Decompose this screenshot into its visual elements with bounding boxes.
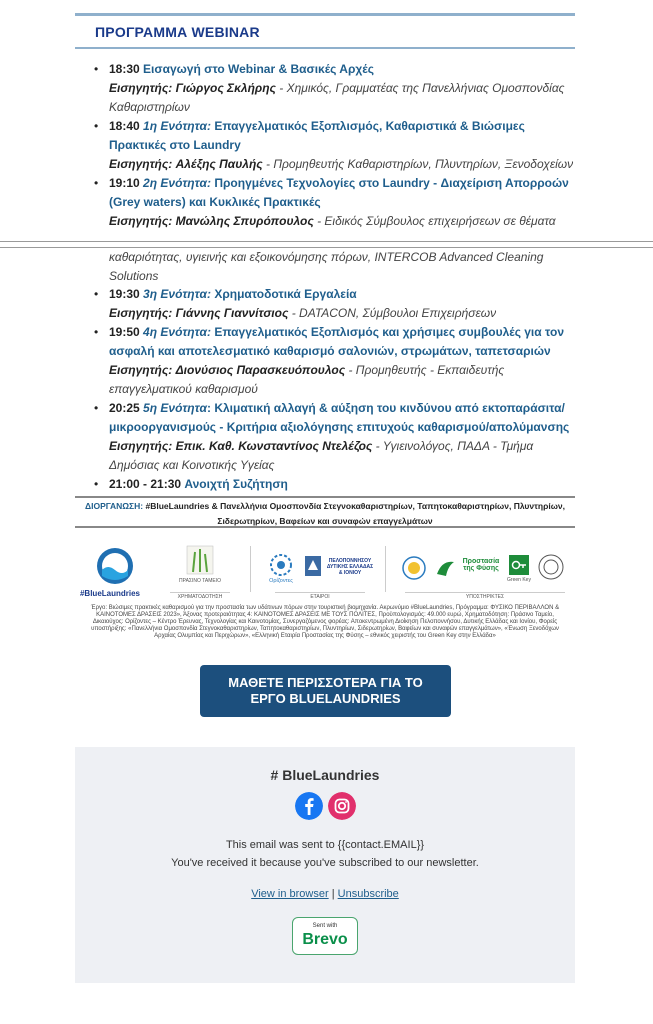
organization-label: ΔΙΟΡΓΑΝΩΣΗ: xyxy=(85,501,144,511)
bullet-icon: • xyxy=(94,119,99,133)
bluelaundries-logo-text: #BlueLaundries xyxy=(79,589,140,598)
agenda-title: Επαγγελματικός Εξοπλισμός και χρήσιμες συμβουλές για τον ασφαλή και αποτελεσματικό καθαρισμό σαλονιών, στρωμάτων, ταπετσαριών xyxy=(109,325,565,358)
brevo-logo: Brevo xyxy=(302,931,348,948)
bullet-icon: • xyxy=(94,176,99,190)
speaker-name: Διονύσιος Παρασκευόπουλος xyxy=(175,363,346,377)
brevo-badge[interactable] xyxy=(292,917,358,955)
green-key-label: Green Key xyxy=(507,577,531,583)
funding-caption: ΧΡΗΜΑΤΟΔΟΤΗΣΗ xyxy=(170,592,230,600)
speaker-role: - Προμηθευτής - Εκπαιδευτής επαγγελματικού καθαρισμού xyxy=(109,363,505,396)
prostasia-label: Προστασία της Φύσης xyxy=(462,558,500,572)
page-break-separator xyxy=(0,241,653,248)
speaker-name: Γιάννης Γιαννίτσιος xyxy=(175,306,289,320)
speaker-label: Εισηγητής: xyxy=(109,363,173,377)
agenda-time: 19:30 xyxy=(109,287,140,301)
agenda-time: 18:40 xyxy=(109,119,140,133)
agenda-unit: 4η Ενότητα: xyxy=(143,325,211,339)
agenda-list xyxy=(93,60,583,231)
agenda-time: 19:10 xyxy=(109,176,140,190)
peloponnese-logo-icon xyxy=(303,554,323,578)
agenda-time: 21:00 - 21:30 xyxy=(109,477,182,491)
unsubscribe-link[interactable]: Unsubscribe xyxy=(337,888,399,900)
speaker-role: - Ειδικός Σύμβουλος επιχειρήσεων σε θέματα xyxy=(313,214,556,228)
bullet-icon: • xyxy=(94,325,99,339)
agenda-title: : Κλιματική αλλαγή & αύξηση του κινδύνου από εκτοπαράσιτα/ μικροοργανισμούς - Κριτήρια αξιολόγησης επιτυχούς καθαρισμού/απολύμανσης xyxy=(109,401,570,434)
logo-divider xyxy=(385,546,386,592)
bullet-icon: • xyxy=(94,401,99,415)
logo-divider xyxy=(250,546,251,592)
title-rule xyxy=(75,47,575,49)
speaker-role: - Χημικός, Γραμματέας της Πανελλήνιας Ομοσπονδίας Καθαριστηρίων xyxy=(109,81,565,114)
agenda-time: 19:50 xyxy=(109,325,140,339)
link-separator: | xyxy=(331,888,335,900)
green-key-logo-icon xyxy=(508,554,530,576)
federation-logo-icon xyxy=(402,556,426,580)
agenda-title: Ανοιχτή Συζήτηση xyxy=(184,477,288,491)
speaker-role: - Προμηθευτής Καθαριστηρίων, Πλυντηρίων, Ξενοδοχείων xyxy=(262,157,574,171)
agenda-item xyxy=(93,399,583,475)
agenda-item xyxy=(93,117,583,174)
organization-box xyxy=(75,496,575,528)
agenda-item xyxy=(93,174,583,231)
subscription-reason: You've received it because you've subscribed to our newsletter. xyxy=(171,857,479,869)
agenda-unit: 3η Ενότητα: xyxy=(143,287,211,301)
speaker-label: Εισηγητής: xyxy=(109,157,173,171)
speaker-role: - Υγιεινολόγος, ΠΑΔΑ - Τμήμα Δημόσιας και Κοινοτικής Υγείας xyxy=(109,439,534,472)
speaker-role: - DATACON, Σύμβουλοι Επιχειρήσεων xyxy=(288,306,497,320)
top-rule xyxy=(75,13,575,16)
project-fineprint: Έργο: Βιώσιμες πρακτικές καθαρισμού για την προστασία των υδάτινων πόρων στην τουριστική βιομηχανία. Ακρωνύμιο #BlueLaundries, Πρόγραμμα: ΦΥΣΙΚΟ ΠΕΡΙΒΑΛΛΟΝ & ΚΑΙΝΟΤΟΜΕΣ ΔΡΑΣΕΙΣ 2023», Άξονας προτεραιότητας 4: ΚΑΙΝΟΤΟΜΕΣ ΔΡΑΣΕΙΣ ΜΕ ΤΟΥΣ ΠΟΛΙΤΕΣ, Προϋπολογισμός: 49.000 ευρώ, Χρηματοδότηση: Πράσινο Ταμείο, Δικαιούχος: Ορίζοντες – Κέντρο Έρευνας, Τεχνολογίας και Καινοτομίας, Συνεργαζόμενος φορέας: Αποκεντρωμένη Διοίκηση Πελοποννήσου, Δυτικής Ελλάδας και Ιονίου, Φορείς υποστήριξης: «Πανελλήνια Ομοσπονδία Στεγνοκαθαριστηρίων, Ταπητοκαθαριστηρίων, Πλυντηρίων, Σιδερωτηρίων, Βαφείων και συναφών επαγγελμάτων», «Ένωση Ξενοδόχων Αρχαίας Ολυμπίας και Περιχώρων», «Ελληνική Εταιρία Προστασίας της Φύσης – εθνικός χειριστής του Green Key στην Ελλάδα» xyxy=(90,605,560,639)
supporters-caption: ΥΠΟΣΤΗΡΙΚΤΕΣ xyxy=(405,592,565,600)
speaker-name: Αλέξης Παυλής xyxy=(175,157,263,171)
page-title: ΠΡΟΓΡΑΜΜΑ WEBINAR xyxy=(95,24,260,40)
sent-to-text: This email was sent to {{contact.EMAIL}} xyxy=(225,839,425,851)
orizontes-label: Ορίζοντες xyxy=(269,578,293,584)
bullet-icon: • xyxy=(94,477,99,491)
speaker-name: Επικ. Καθ. Κωνσταντίνος Ντελέζος xyxy=(175,439,373,453)
partners-caption: ΕΤΑΙΡΟΙ xyxy=(275,592,365,600)
footer-title: # BlueLaundries xyxy=(270,767,380,783)
speaker-label: Εισηγητής: xyxy=(109,81,173,95)
instagram-icon[interactable] xyxy=(328,792,356,820)
organization-text: #BlueLaundries & Πανελλήνια Ομοσπονδία Στεγνοκαθαριστηρίων, Ταπητοκαθαριστηρίων, Πλυντηρίων, Σιδερωτηρίων, Βαφείων και συναφών επαγγελμάτων xyxy=(143,501,565,526)
speaker-name: Γιώργος Σκλήρης xyxy=(175,81,276,95)
agenda-unit: 5η Ενότητα xyxy=(143,401,207,415)
agenda-item xyxy=(93,285,583,323)
footer-links xyxy=(75,888,575,900)
agenda-title: Χρηματοδοτικά Εργαλεία xyxy=(214,287,357,301)
brevo-sent-with: Sent with xyxy=(312,923,338,929)
bullet-icon: • xyxy=(94,287,99,301)
agenda-list-continued xyxy=(93,285,583,494)
agenda-time: 18:30 xyxy=(109,62,140,76)
sponsor-logos xyxy=(75,540,575,602)
facebook-icon[interactable] xyxy=(295,792,323,820)
agenda-title: Εισαγωγή στο Webinar & Βασικές Αρχές xyxy=(143,62,374,76)
speaker-label: Εισηγητής: xyxy=(109,439,173,453)
speaker-label: Εισηγητής: xyxy=(109,306,173,320)
hotel-union-logo-icon xyxy=(538,554,564,580)
agenda-item xyxy=(93,323,583,399)
speaker-role-continued: καθαριότητας, υγιεινής και εξοικονόμησης πόρων, INTERCOB Advanced Cleaning Solutions xyxy=(109,250,544,283)
bluelaundries-logo-icon xyxy=(85,544,145,594)
speaker-label: Εισηγητής: xyxy=(109,214,173,228)
agenda-unit: 2η Ενότητα: xyxy=(143,176,211,190)
learn-more-button[interactable]: ΜΑΘΕΤΕ ΠΕΡΙΣΣΟΤΕΡΑ ΓΙΑ ΤΟ ΕΡΓΟ BLUELAUNDRIES xyxy=(200,665,451,717)
prasino-tameio-logo-icon xyxy=(185,544,215,578)
peloponnese-label: ΠΕΛΟΠΟΝΝΗΣΟΥ ΔΥΤΙΚΗΣ ΕΛΛΑΔΑΣ & ΙΟΝΙΟΥ xyxy=(326,558,374,576)
agenda-time: 20:25 xyxy=(109,401,140,415)
orizontes-logo-icon xyxy=(268,552,294,578)
agenda-item xyxy=(93,60,583,117)
agenda-item xyxy=(93,475,583,494)
view-in-browser-link[interactable]: View in browser xyxy=(251,888,329,900)
agenda-title: Προηγμένες Τεχνολογίες στο Laundry - Διαχείριση Απορροών (Grey waters) και Κυκλικές Πρακτικές xyxy=(109,176,569,209)
prostasia-fysis-logo-icon xyxy=(434,556,458,580)
speaker-name: Μανώλης Σπυρόπουλος xyxy=(175,214,314,228)
bullet-icon: • xyxy=(94,62,99,76)
newsletter-footer xyxy=(75,747,575,983)
agenda-unit: 1η Ενότητα: xyxy=(143,119,211,133)
agenda-title: Επαγγελματικός Εξοπλισμός, Καθαριστικά & Βιώσιμες Πρακτικές στο Laundry xyxy=(109,119,525,152)
prasino-tameio-label: ΠΡΑΣΙΝΟ ΤΑΜΕΙΟ xyxy=(179,578,221,584)
